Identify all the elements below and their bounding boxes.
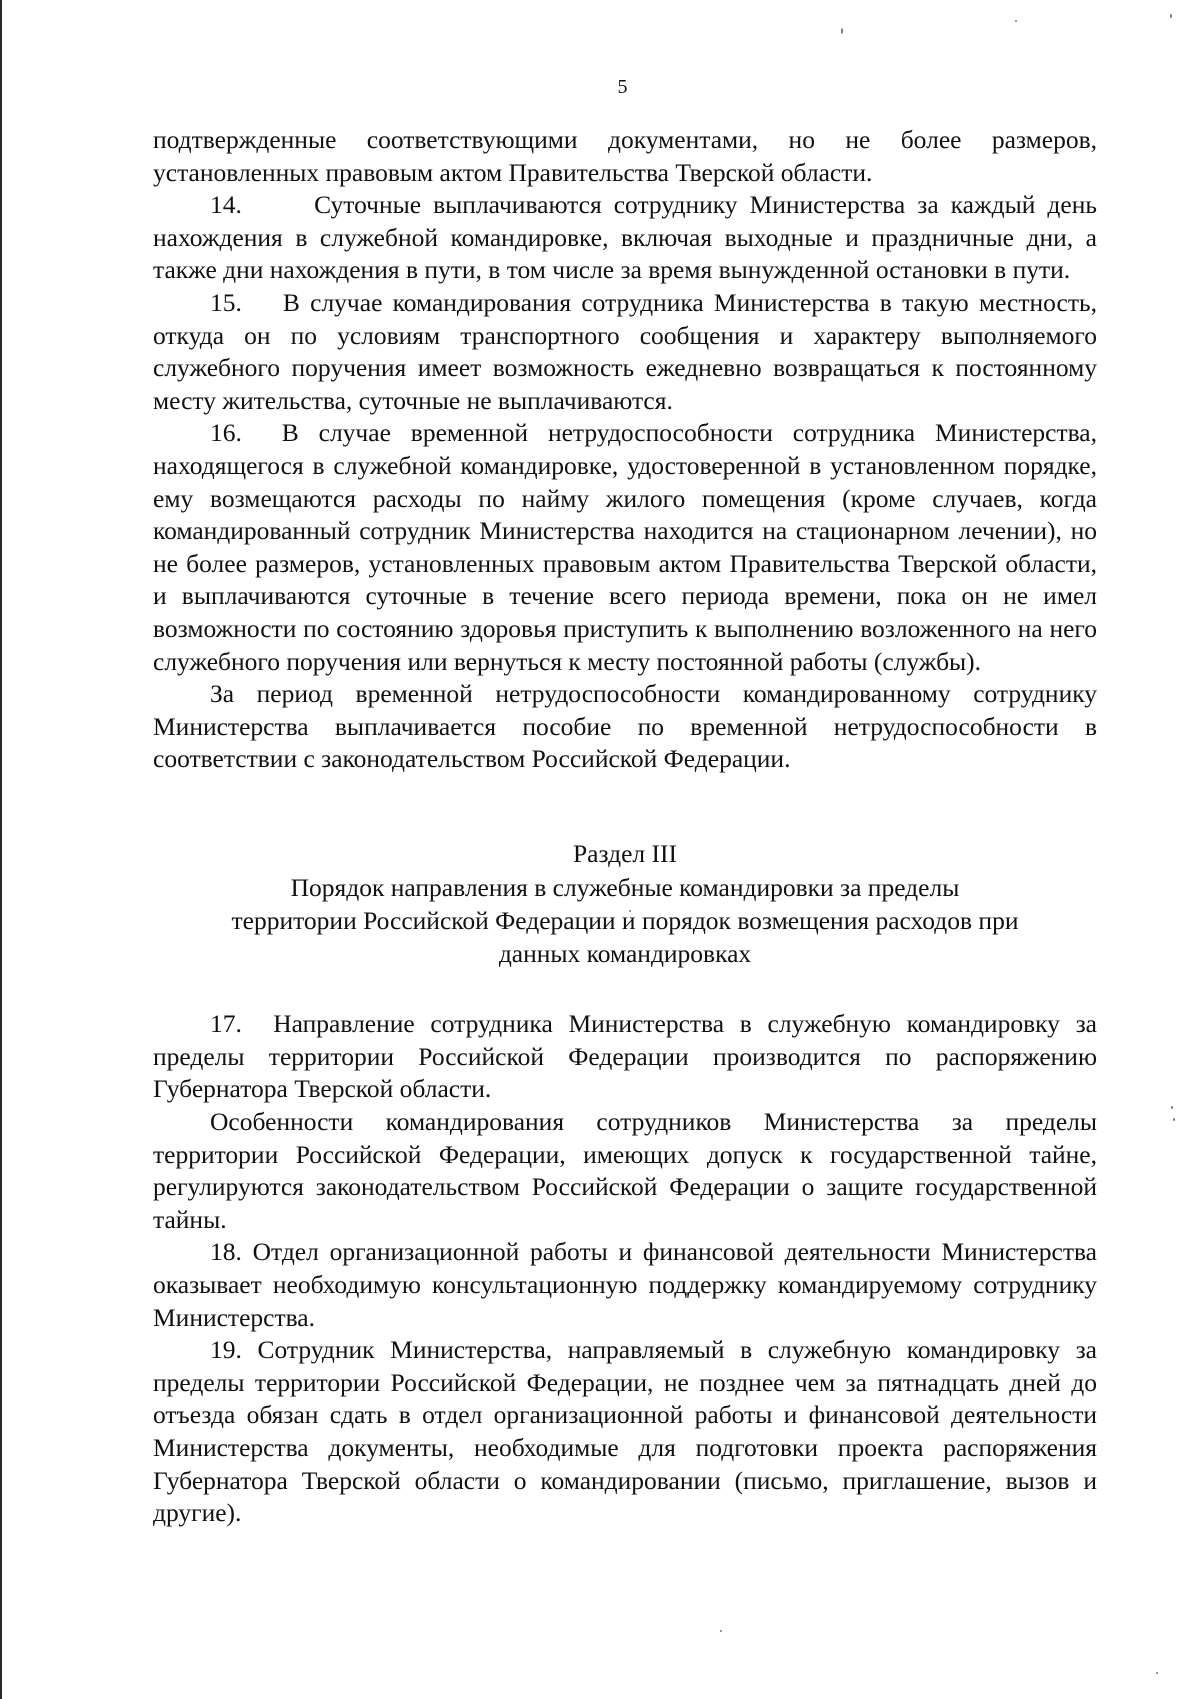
paragraph-continuation: подтвержденные соответствующими документами, но не более размеров, установленных правовым актом Правительства Тверской области. — [153, 125, 1097, 187]
paragraph-disability-allowance: За период временной нетрудоспособности командированному сотруднику Министерства выплачивается пособие по временной нетрудоспособности в соответствии с законодательством Российской Федерации. — [153, 679, 1097, 774]
section-title-line-2: территории Российской Федерации и порядок возмещения расходов при — [231, 906, 1019, 936]
paragraph-item-19: 19. Сотрудник Министерства, направляемый в служебную командировку за пределы территории Российской Федерации, не позднее чем за пятнадцать дней до отъезда обязан сдать в отдел организационной работы и финансовой деятельности Министерства документы, необходимые для подготовки проекта распоряжения Губернатора Тверской области о командировании (письмо, приглашение, вызов и другие). — [153, 1335, 1097, 1528]
scan-edge — [0, 0, 2, 1699]
paragraph-item-17: 17. Направление сотрудника Министерства в служебную командировку за пределы территории Российской Федерации производится по распоряжению Губернатора Тверской области. — [153, 1009, 1097, 1104]
document-body — [153, 124, 1097, 1530]
section-title-line-1: Порядок направления в служебные командировки за пределы — [290, 873, 960, 903]
paragraph-item-14: 14. Суточные выплачиваются сотруднику Министерства за каждый день нахождения в служебной командировке, включая выходные и праздничные дни, а также дни нахождения в пути, в том числе за время вынужденной остановки в пути. — [153, 190, 1097, 285]
paragraph-item-18: 18. Отдел организационной работы и финансовой деятельности Министерства оказывает необходимую консультационную поддержку командируемому сотруднику Министерства. — [153, 1237, 1097, 1332]
page-number: 5 — [617, 76, 628, 98]
paragraph-item-15: 15. В случае командирования сотрудника Министерства в такую местность, откуда он по условиям транспортного сообщения и характеру выполняемого служебного поручения имеет возможность ежедневно возвращаться к постоянному месту жительства, суточные не выплачиваются. — [153, 287, 1097, 415]
paragraph-state-secret: Особенности командирования сотрудников Министерства за пределы территории Российской Федерации, имеющих допуск к государственной тайне, регулируются законодательством Российской Федерации о защите государственной тайны. — [153, 1107, 1097, 1234]
section-heading: Раздел III — [573, 838, 677, 868]
section-title-line-3: данных командировках — [498, 938, 752, 968]
section-header — [153, 838, 1097, 970]
paragraph-item-16: 16. В случае временной нетрудоспособности сотрудника Министерства, находящегося в служебной командировке, удостоверенной в установленном порядке, ему возмещаются расходы по найму жилого помещения (кроме случаев, когда командированный сотрудник Министерства находится на стационарном лечении), но не более размеров, установленных правовым актом Правительства Тверской области, и выплачиваются суточные в течение всего периода времени, пока он не имел возможности по состоянию здоровья приступить к выполнению возложенного на него служебного поручения или вернуться к месту постоянной работы (службы). — [153, 418, 1097, 676]
